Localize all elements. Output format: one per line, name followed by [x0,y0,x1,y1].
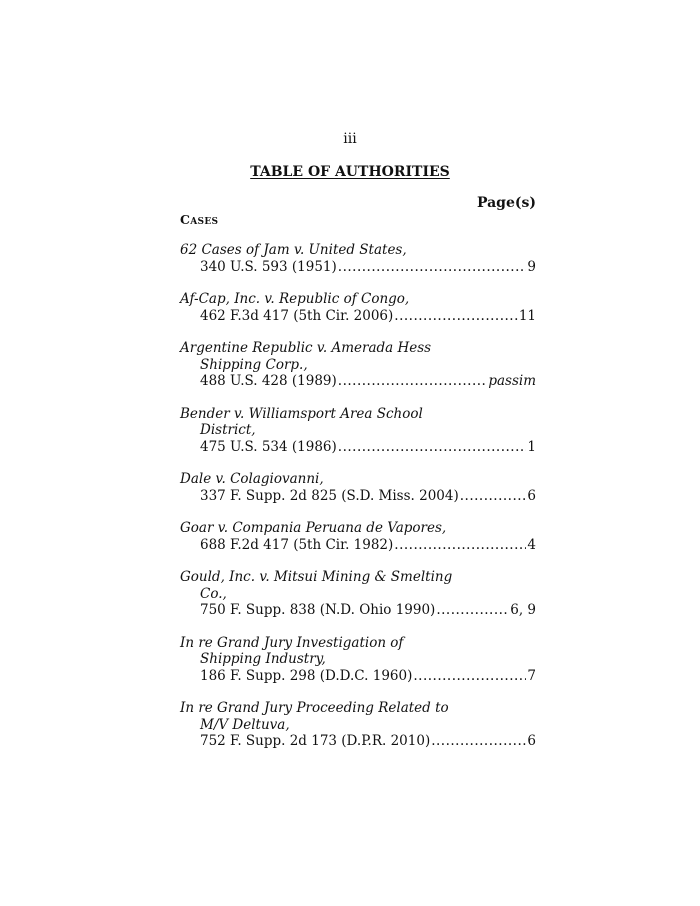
page-references: 7 [527,667,536,684]
page-references: 1 [527,438,536,455]
page-number: iii [343,131,357,147]
case-name: Bender v. Williamsport Area School District, [180,405,423,438]
citation-row [180,308,536,325]
case-name: Gould, Inc. v. Mitsui Mining & Smelting Co., [180,569,453,602]
case-entry [180,340,536,390]
citation: 337 F. Supp. 2d 825 (S.D. Miss. 2004) [200,487,459,504]
case-entry [180,471,536,504]
section-heading-cases: Cases [180,212,219,227]
pages-column-header: Page(s) [476,195,536,211]
citation-row [180,439,536,456]
page-references: 9 [527,258,536,275]
page-references: 6 [527,487,536,504]
citation-row [180,373,536,390]
case-name: In re Grand Jury Investigation of Shipping Industry, [180,634,404,667]
case-entry [180,406,536,456]
page-title: TABLE OF AUTHORITIES [250,164,450,180]
case-entry [180,520,536,553]
citation: 488 U.S. 428 (1989) [200,373,337,389]
citation-row [180,668,536,685]
citation: 750 F. Supp. 838 (N.D. Ohio 1990) [200,602,436,618]
dot-leader [394,537,526,554]
dot-leader [436,602,509,619]
case-name: Goar v. Compania Peruana de Vapores, [180,520,447,536]
dot-leader [338,259,527,276]
citation: 752 F. Supp. 2d 173 (D.P.R. 2010) [200,733,431,749]
dot-leader [413,668,526,685]
case-name: Dale v. Colagiovanni, [180,471,324,487]
case-name: Argentine Republic v. Amerada Hess Shipping Corp., [180,340,432,373]
citation-row [180,259,536,276]
citation: 186 F. Supp. 298 (D.D.C. 1960) [200,667,413,684]
dot-leader [431,733,526,750]
citation-row [180,488,536,505]
page-references: passim [488,373,536,389]
page-references: 6, 9 [510,602,536,618]
citation: 340 U.S. 593 (1951) [200,258,337,275]
dot-leader [338,373,488,390]
case-name: In re Grand Jury Proceeding Related to M/V Deltuva, [180,700,449,733]
case-name: 62 Cases of Jam v. United States, [180,242,407,258]
page-references: 6 [527,733,536,749]
case-entry [180,242,536,275]
citation: 475 U.S. 534 (1986) [200,438,337,455]
case-entry [180,700,536,750]
page-references: 4 [527,536,536,553]
dot-leader [338,439,527,456]
authorities-list [180,242,536,766]
case-entry [180,569,536,619]
citation-row [180,733,536,750]
citation: 462 F.3d 417 (5th Cir. 2006) [200,307,394,324]
citation-row [180,537,536,554]
case-entry [180,291,536,324]
case-name: Af-Cap, Inc. v. Republic of Congo, [180,291,410,307]
citation: 688 F.2d 417 (5th Cir. 1982) [200,536,394,553]
dot-leader [460,488,527,505]
case-entry [180,635,536,685]
citation-row [180,602,536,619]
dot-leader [394,308,518,325]
page-references: 11 [518,307,536,324]
